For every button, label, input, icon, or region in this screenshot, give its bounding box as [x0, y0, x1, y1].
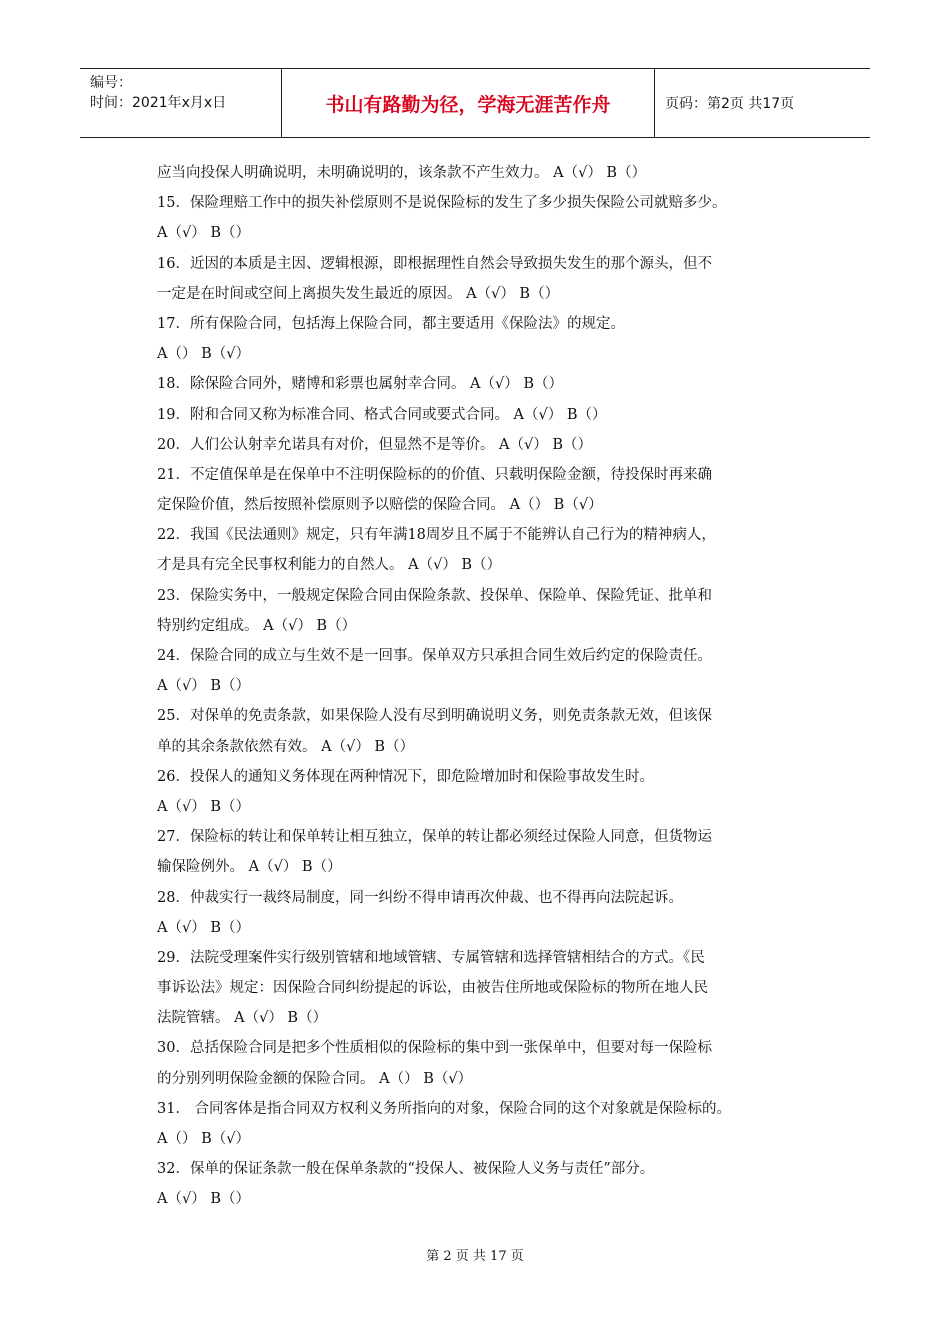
document-date-label: 时间：2021年x月x日	[90, 95, 227, 111]
text-line: 输保险例外。 A（√） B（）	[157, 859, 342, 876]
text-line: 31． 合同客体是指合同双方权利义务所指向的对象，保险合同的这个对象就是保险标的。	[157, 1100, 732, 1117]
text-line: 一定是在时间或空间上离损失发生最近的原因。 A（√） B（）	[157, 285, 560, 302]
text-line: A（√） B（）	[157, 678, 250, 695]
page-footer: 第 2 页 共 17 页	[426, 1249, 524, 1264]
text-line: A（√） B（）	[157, 225, 250, 242]
text-line: A（√） B（）	[157, 919, 250, 936]
text-line: A（） B（√）	[157, 1131, 250, 1147]
text-line: 29．法院受理案件实行级别管辖和地域管辖、专属管辖和选择管辖相结合的方式。《民	[157, 949, 705, 966]
text-line: 才是具有完全民事权利能力的自然人。 A（√） B（）	[157, 557, 502, 574]
text-line: 的分别列明保险金额的保险合同。 A（） B（√）	[157, 1070, 473, 1087]
text-line: 法院管辖。 A（√） B（）	[157, 1010, 328, 1027]
header-page-number: 页码：第2页 共17页	[665, 96, 795, 112]
text-line: 28．仲裁实行一裁终局制度，同一纠纷不得申请再次仲裁、也不得再向法院起诉。	[157, 889, 683, 906]
text-line: 19．附和合同又称为标准合同、格式合同或要式合同。 A（√） B（）	[157, 406, 607, 423]
text-line: 26．投保人的通知义务体现在两种情况下，即危险增加时和保险事故发生时。	[157, 768, 654, 785]
text-line: A（） B（√）	[157, 346, 250, 363]
header-meta	[80, 69, 281, 137]
text-line: A（√） B（）	[157, 1191, 250, 1208]
text-line: 18．除保险合同外，赌博和彩票也属射幸合同。 A（√） B（）	[157, 376, 564, 393]
page-header	[80, 68, 870, 138]
document-body	[157, 158, 817, 1215]
text-line: 32．保单的保证条款一般在保单条款的“投保人、被保险人义务与责任”部分。	[157, 1161, 655, 1178]
text-line: 应当向投保人明确说明，未明确说明的，该条款不产生效力。 A（√） B（）	[157, 165, 647, 181]
text-line: 20．人们公认射幸允诺具有对价，但显然不是等价。 A（√） B（）	[157, 436, 593, 453]
text-line: A（√） B（）	[157, 798, 250, 815]
text-line: 15．保险理赔工作中的损失补偿原则不是说保险标的发生了多少损失保险公司就赔多少。	[157, 195, 727, 212]
text-line: 17．所有保险合同，包括海上保险合同，都主要适用《保险法》的规定。	[157, 315, 625, 332]
text-line: 特别约定组成。 A（√） B（）	[157, 617, 357, 634]
header-motto: 书山有路勤为径，学海无涯苦作舟	[281, 69, 655, 137]
text-line: 23．保险实务中，一般规定保险合同由保险条款、投保单、保险单、保险凭证、批单和	[157, 587, 712, 604]
text-line: 单的其余条款依然有效。 A（√） B（）	[157, 738, 415, 755]
text-line: 25．对保单的免责条款，如果保险人没有尽到明确说明义务，则免责条款无效，但该保	[157, 708, 712, 725]
text-line: 30．总括保险合同是把多个性质相似的保险标的集中到一张保单中，但要对每一保险标	[157, 1040, 712, 1057]
text-line: 21．不定值保单是在保单中不注明保险标的的价值、只载明保险金额，待投保时再来确	[157, 466, 712, 483]
text-line: 事诉讼法》规定：因保险合同纠纷提起的诉讼，由被告住所地或保险标的物所在地人民	[157, 980, 708, 997]
text-line: 27．保险标的转让和保单转让相互独立，保单的转让都必须经过保险人同意，但货物运	[157, 829, 712, 846]
text-line: 22．我国《民法通则》规定，只有年满18周岁且不属于不能辨认自己行为的精神病人，	[157, 527, 716, 544]
text-line: 24．保险合同的成立与生效不是一回事。保单双方只承担合同生效后约定的保险责任。	[157, 648, 712, 664]
document-number-label: 编号：	[90, 75, 132, 91]
text-line: 定保险价值，然后按照补偿原则予以赔偿的保险合同。 A（） B（√）	[157, 497, 603, 514]
text-line: 16．近因的本质是主因、逻辑根源，即根据理性自然会导致损失发生的那个源头，但不	[157, 255, 712, 272]
